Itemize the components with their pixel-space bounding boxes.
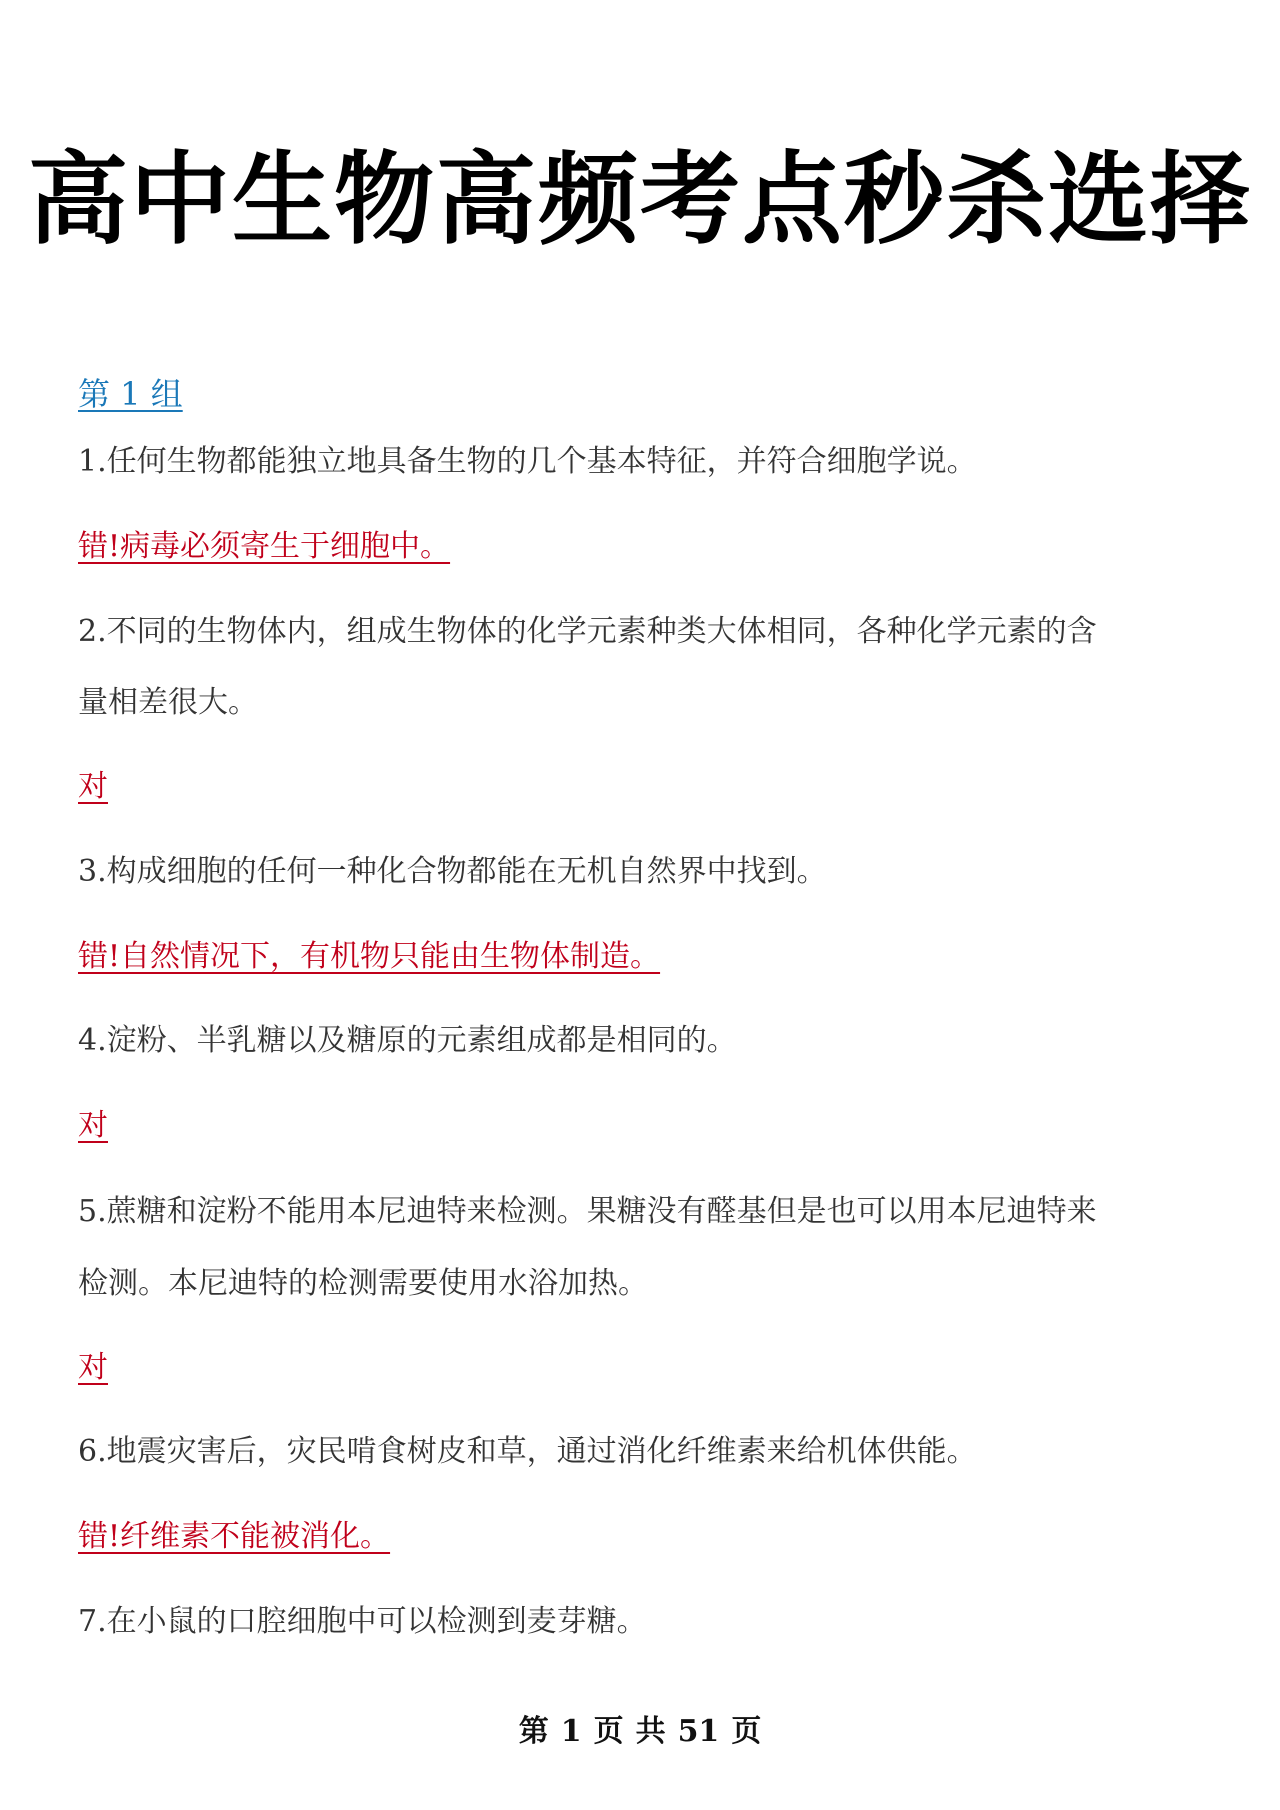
question-5-line-2: 检测。本尼迪特的检测需要使用水浴加热。: [78, 1266, 648, 1301]
group-heading-link[interactable]: 第 1 组: [78, 375, 183, 413]
question-5-line-1: 5.蔗糖和淀粉不能用本尼迪特来检测。果糖没有醛基但是也可以用本尼迪特来: [78, 1194, 1097, 1229]
answer-3: 错!自然情况下，有机物只能由生物体制造。: [78, 939, 661, 974]
question-6: 6.地震灾害后，灾民啃食树皮和草，通过消化纤维素来给机体供能。: [78, 1434, 977, 1469]
footer-total-label: 共: [635, 1714, 666, 1749]
question-4: 4.淀粉、半乳糖以及糖原的元素组成都是相同的。: [78, 1023, 737, 1058]
answer-6: 错!纤维素不能被消化。: [78, 1519, 391, 1554]
footer-page-number: 1: [560, 1714, 582, 1749]
footer-total-suffix: 页: [731, 1714, 762, 1749]
footer-total-pages: 51: [677, 1714, 720, 1749]
footer-page-suffix: 页: [593, 1714, 624, 1749]
question-3: 3.构成细胞的任何一种化合物都能在无机自然界中找到。: [78, 854, 827, 889]
page-title: 高中生物高频考点秒杀选择: [28, 141, 1252, 258]
question-7: 7.在小鼠的口腔细胞中可以检测到麦芽糖。: [78, 1604, 647, 1639]
question-2-line-2: 量相差很大。: [78, 685, 258, 720]
question-1: 1.任何生物都能独立地具备生物的几个基本特征，并符合细胞学说。: [78, 444, 977, 479]
answer-5: 对: [78, 1350, 108, 1385]
question-2-line-1: 2.不同的生物体内，组成生物体的化学元素种类大体相同，各种化学元素的含: [78, 614, 1097, 649]
answer-2: 对: [78, 769, 108, 804]
answer-4: 对: [78, 1108, 108, 1143]
answer-1: 错!病毒必须寄生于细胞中。: [78, 529, 451, 564]
page-footer: [0, 1710, 1280, 1754]
footer-page-label: 第: [518, 1714, 549, 1749]
